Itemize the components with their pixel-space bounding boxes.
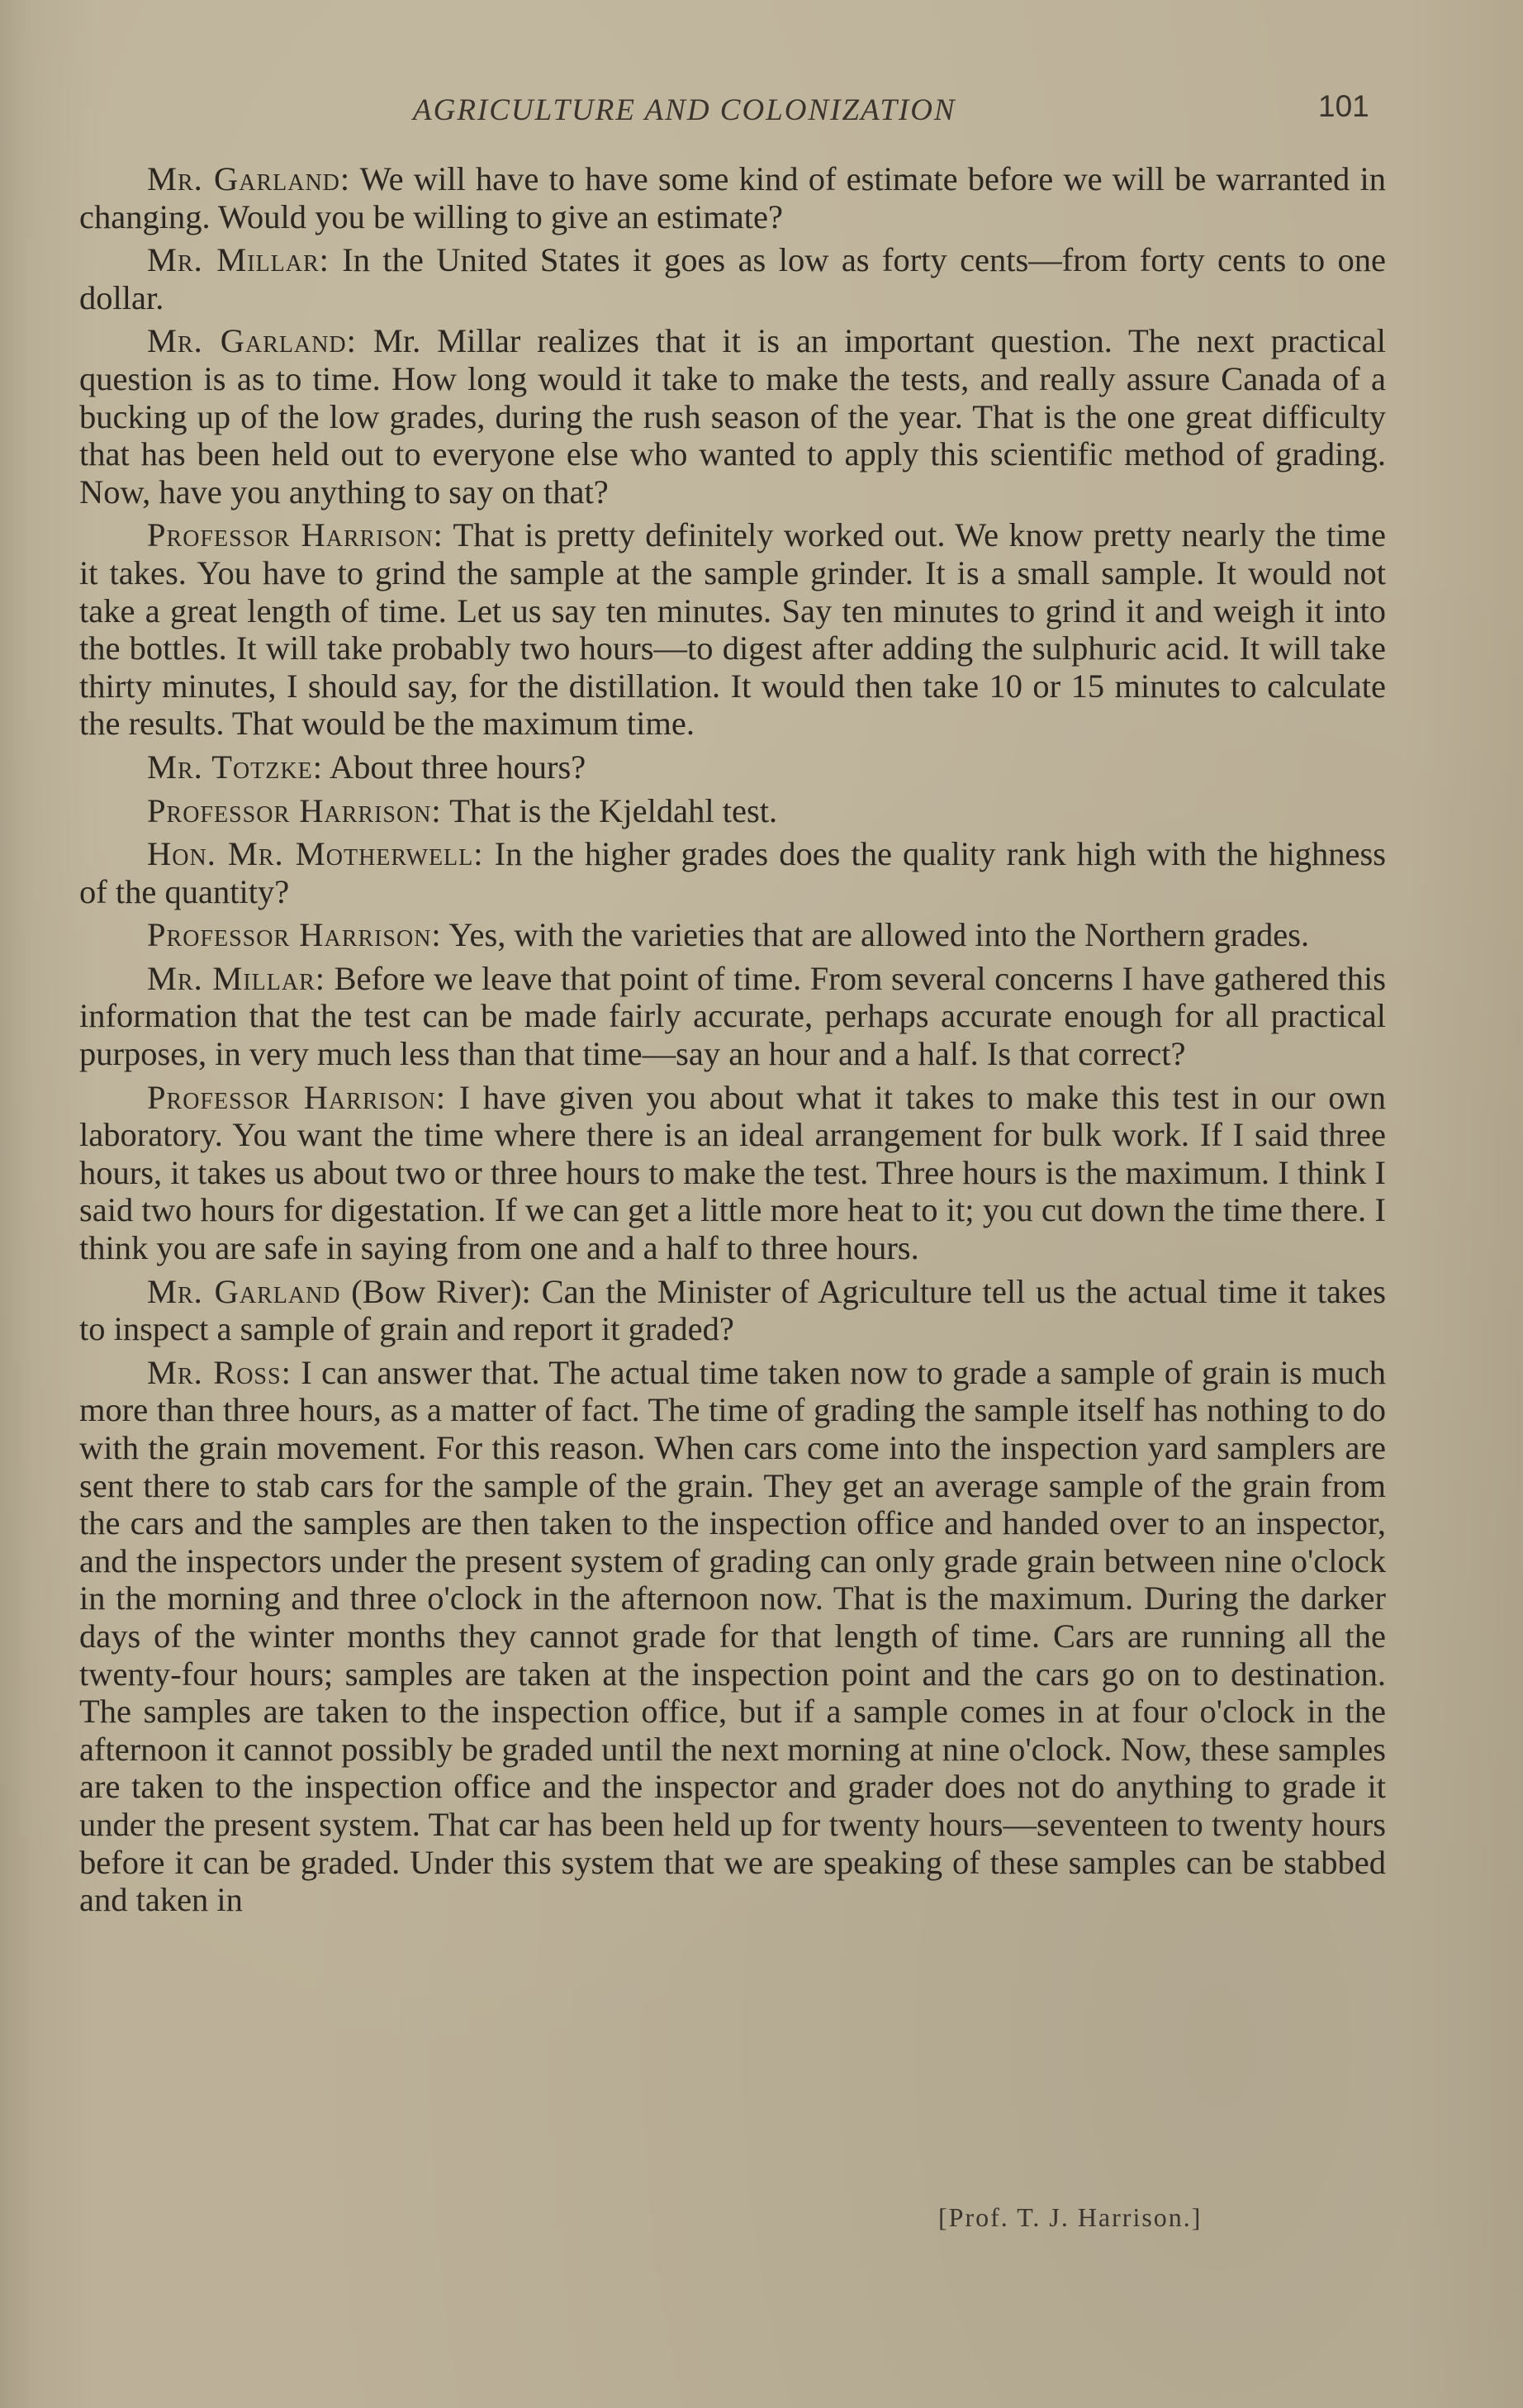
speaker-name: Mr. Millar:: [147, 241, 330, 279]
speech-text: About three hours?: [322, 748, 586, 786]
running-head: AGRICULTURE AND COLONIZATION: [413, 93, 956, 127]
speech-text: In the higher grades does the quality rank high with the highness of the quantity?: [79, 835, 1386, 910]
speech-text: I have given you about what it takes to make this test in our own laboratory. You want the time where there is an ideal arrangement for bulk work. If I said three hours, it takes us about two or three hours to make the test. Three hours is the maximum. I think I said two hours for digestation. If we can get a little more heat to it; you cut down the time there. I think you are safe in saying from one and a half to three hours.: [79, 1078, 1386, 1267]
speech-text: That is the Kjeldahl test.: [441, 791, 778, 829]
speech-text: That is pretty definitely worked out. We know pretty nearly the time it takes. You have to grind the sample at the sample grinder. It is a small sample. It would not take a great length of time. Let us say ten minutes. Say ten minutes to grind it and weigh it into the bottles. It will take probably two hours—to digest after adding the sulphuric acid. It will take thirty minutes, I should say, for the distillation. It would then take 10 or 15 minutes to calculate the results. That would be the maximum time.: [79, 516, 1386, 743]
speaker-attribution: [Prof. T. J. Harrison.]: [938, 2202, 1203, 2232]
page-header: [0, 89, 1523, 139]
paragraph: [79, 835, 1386, 910]
speech-text: Mr. Millar realizes that it is an important question. The next practical question is as to time. How long would it take to make the tests, and really assure Canada of a bucking up of the low grades, during the rush season of the year. That is the one great difficulty that has been held out to everyone else who wanted to apply this scientific method of grading. Now, have you anything to say on that?: [79, 322, 1386, 511]
transcript-body: [79, 160, 1386, 1925]
paragraph: [79, 1273, 1386, 1348]
page-number: 101: [1318, 89, 1369, 123]
speech-text: (Bow River): Can the Minister of Agriculture tell us the actual time it takes to inspect a sample of grain and report it graded?: [79, 1272, 1386, 1348]
speaker-name: Professor Harrison:: [147, 516, 444, 554]
paragraph: [79, 792, 1386, 830]
paragraph: [79, 1079, 1386, 1267]
speaker-name: Professor Harrison:: [147, 791, 442, 829]
speaker-name: Hon. Mr. Motherwell:: [147, 835, 484, 873]
speaker-name: Mr. Ross:: [147, 1353, 292, 1391]
speech-text: Yes, with the varieties that are allowed into the Northern grades.: [441, 916, 1310, 954]
paragraph: [79, 916, 1386, 954]
speech-text: In the United States it goes as low as forty cents—from forty cents to one dollar.: [79, 241, 1386, 316]
speaker-name: Professor Harrison:: [147, 1078, 447, 1116]
speaker-name: Mr. Millar:: [147, 959, 326, 997]
paragraph: [79, 1354, 1386, 1919]
speaker-name: Mr. Garland: [147, 1272, 341, 1310]
paragraph: [79, 322, 1386, 511]
speech-text: We will have to have some kind of estimate before we will be warranted in changing. Would you be willing to give an estimate?: [79, 160, 1386, 235]
speaker-name: Mr. Garland:: [147, 160, 351, 197]
paragraph: [79, 516, 1386, 743]
paragraph: [79, 960, 1386, 1073]
speaker-name: Mr. Totzke:: [147, 748, 323, 786]
speaker-name: Mr. Garland:: [147, 322, 357, 360]
speech-text: Before we leave that point of time. From several concerns I have gathered this information that the test can be made fairly accurate, perhaps accurate enough for all practical purposes, in very much less than that time—say an hour and a half. Is that correct?: [79, 959, 1386, 1073]
speaker-name: Professor Harrison:: [147, 916, 442, 954]
paragraph: [79, 748, 1386, 786]
paragraph: [79, 241, 1386, 316]
paragraph: [79, 160, 1386, 235]
speech-text: I can answer that. The actual time taken now to grade a sample of grain is much more than three hours, as a matter of fact. The time of grading the sample itself has nothing to do with the grain movement. For this reason. When cars come into the inspection yard samplers are sent there to stab cars for the sample of the grain. They get an average sample of the grain from the cars and the samples are then taken to the inspection office and handed over to an inspector, and the inspectors under the present system of grading can only grade grain between nine o'clock in the morning and three o'clock in the afternoon now. That is the maximum. During the darker days of the winter months they cannot grade for that length of time. Cars are running all the twenty-four hours; samples are taken at the inspection point and the cars go on to destination. The samples are taken to the inspection office, but if a sample comes in at four o'clock in the afternoon it cannot possibly be graded until the next morning at nine o'clock. Now, these samples are taken to the inspection office and the inspector and grader does not do anything to grade it under the present system. That car has been held up for twenty hours—seventeen to twenty hours before it can be graded. Under this system that we are speaking of these samples can be stabbed and taken in: [79, 1353, 1386, 1919]
